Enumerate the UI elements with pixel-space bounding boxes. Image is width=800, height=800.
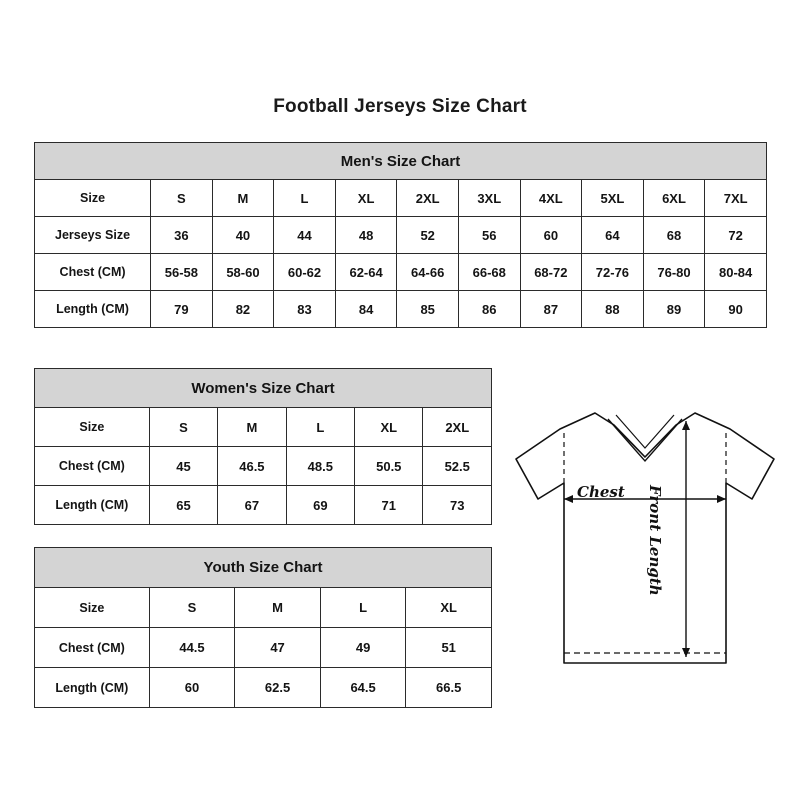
- row-label: Jerseys Size: [35, 217, 151, 254]
- table-cell: S: [149, 588, 235, 628]
- chest-measure-label: Chest: [577, 483, 625, 501]
- table-cell: 66-68: [458, 254, 520, 291]
- table-cell: XL: [335, 180, 397, 217]
- table-cell: 48.5: [286, 447, 354, 486]
- table-cell: 87: [520, 291, 582, 328]
- table-cell: 52.5: [423, 447, 492, 486]
- table-cell: 72-76: [582, 254, 644, 291]
- table-cell: L: [320, 588, 406, 628]
- table-cell: 64.5: [320, 668, 406, 708]
- table-cell: 71: [355, 486, 423, 525]
- youth-table-caption: Youth Size Chart: [35, 548, 492, 588]
- table-cell: 79: [151, 291, 213, 328]
- table-cell: 64: [582, 217, 644, 254]
- table-row: [35, 291, 767, 328]
- table-cell: 72: [705, 217, 767, 254]
- table-cell: 83: [274, 291, 336, 328]
- table-cell: 49: [320, 628, 406, 668]
- row-label: Length (CM): [35, 291, 151, 328]
- table-cell: L: [274, 180, 336, 217]
- table-caption-row: [35, 548, 492, 588]
- table-cell: 86: [458, 291, 520, 328]
- table-cell: M: [218, 408, 286, 447]
- table-cell: 68: [643, 217, 705, 254]
- table-row: [35, 628, 492, 668]
- row-label: Length (CM): [35, 486, 150, 525]
- table-cell: 36: [151, 217, 213, 254]
- table-cell: 76-80: [643, 254, 705, 291]
- table-cell: 50.5: [355, 447, 423, 486]
- table-row: [35, 588, 492, 628]
- table-cell: 73: [423, 486, 492, 525]
- table-cell: 60: [149, 668, 235, 708]
- table-row: [35, 217, 767, 254]
- table-cell: S: [151, 180, 213, 217]
- table-cell: 56: [458, 217, 520, 254]
- table-cell: L: [286, 408, 354, 447]
- table-cell: 4XL: [520, 180, 582, 217]
- table-cell: XL: [406, 588, 492, 628]
- table-row: [35, 408, 492, 447]
- page-title: Football Jerseys Size Chart: [273, 96, 527, 117]
- table-row: [35, 180, 767, 217]
- table-cell: 62.5: [235, 668, 321, 708]
- table-cell: 45: [149, 447, 217, 486]
- table-cell: 40: [212, 217, 274, 254]
- tshirt-outline-icon: [500, 395, 790, 685]
- table-caption-row: [35, 143, 767, 180]
- row-label: Length (CM): [35, 668, 150, 708]
- row-label: Chest (CM): [35, 447, 150, 486]
- table-cell: 80-84: [705, 254, 767, 291]
- table-cell: 2XL: [397, 180, 459, 217]
- table-cell: 44.5: [149, 628, 235, 668]
- table-cell: 5XL: [582, 180, 644, 217]
- row-label: Chest (CM): [35, 254, 151, 291]
- table-cell: 82: [212, 291, 274, 328]
- table-cell: 69: [286, 486, 354, 525]
- womens-table-caption: Women's Size Chart: [35, 369, 492, 408]
- table-cell: 2XL: [423, 408, 492, 447]
- table-cell: 48: [335, 217, 397, 254]
- table-caption-row: [35, 369, 492, 408]
- table-cell: 7XL: [705, 180, 767, 217]
- table-cell: 89: [643, 291, 705, 328]
- womens-size-chart-table: [34, 368, 492, 525]
- table-cell: 6XL: [643, 180, 705, 217]
- youth-size-chart-table: [34, 547, 492, 708]
- front-length-measure-label: Front Length: [646, 485, 664, 596]
- row-label: Size: [35, 180, 151, 217]
- row-label: Size: [35, 408, 150, 447]
- table-cell: 56-58: [151, 254, 213, 291]
- table-cell: XL: [355, 408, 423, 447]
- table-row: [35, 486, 492, 525]
- tshirt-measurement-diagram: [500, 395, 790, 685]
- table-row: [35, 447, 492, 486]
- table-cell: 67: [218, 486, 286, 525]
- table-cell: 88: [582, 291, 644, 328]
- row-label: Chest (CM): [35, 628, 150, 668]
- table-cell: 46.5: [218, 447, 286, 486]
- table-cell: 58-60: [212, 254, 274, 291]
- table-cell: 47: [235, 628, 321, 668]
- table-row: [35, 254, 767, 291]
- table-cell: 44: [274, 217, 336, 254]
- table-cell: 68-72: [520, 254, 582, 291]
- table-cell: S: [149, 408, 217, 447]
- table-cell: 66.5: [406, 668, 492, 708]
- row-label: Size: [35, 588, 150, 628]
- table-cell: M: [212, 180, 274, 217]
- table-row: [35, 668, 492, 708]
- table-cell: 62-64: [335, 254, 397, 291]
- table-cell: 65: [149, 486, 217, 525]
- table-cell: 85: [397, 291, 459, 328]
- table-cell: 84: [335, 291, 397, 328]
- table-cell: 51: [406, 628, 492, 668]
- table-cell: 3XL: [458, 180, 520, 217]
- table-cell: 64-66: [397, 254, 459, 291]
- table-cell: 90: [705, 291, 767, 328]
- mens-size-chart-table: [34, 142, 767, 328]
- table-cell: 60: [520, 217, 582, 254]
- table-cell: 52: [397, 217, 459, 254]
- table-cell: M: [235, 588, 321, 628]
- table-cell: 60-62: [274, 254, 336, 291]
- mens-table-caption: Men's Size Chart: [35, 143, 767, 180]
